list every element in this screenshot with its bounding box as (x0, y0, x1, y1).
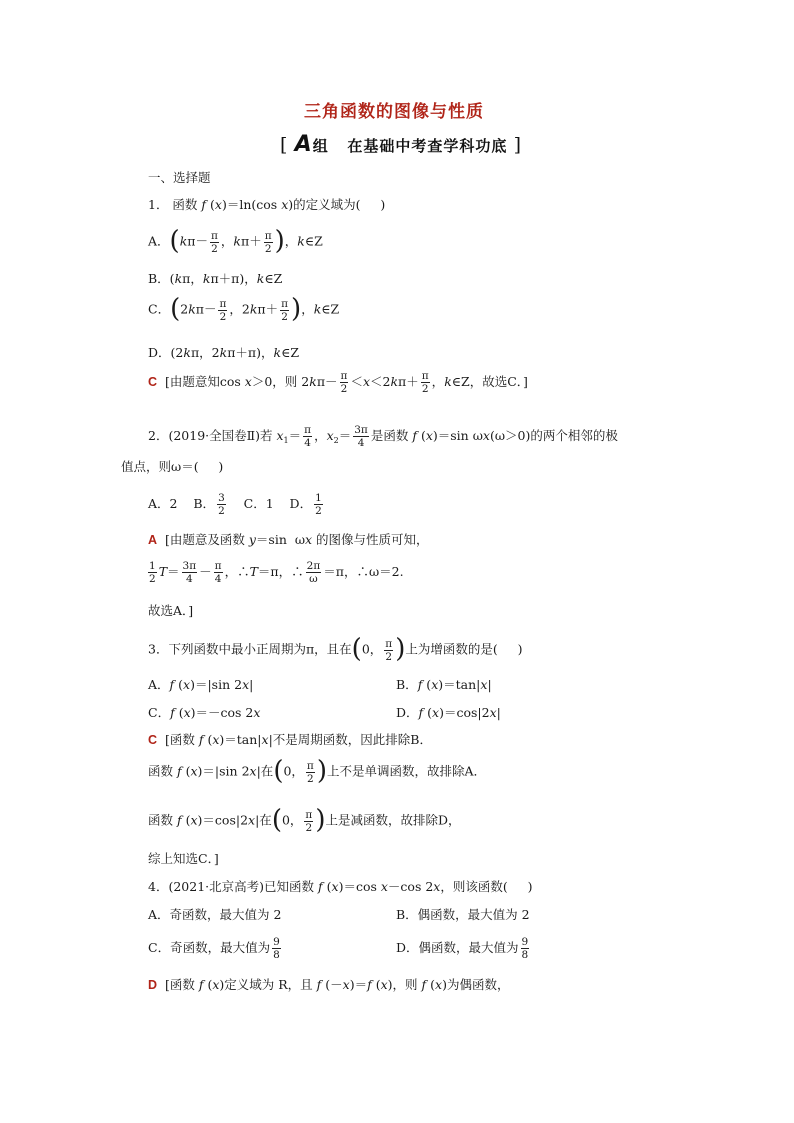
q1-option-b: B．(kπ，kπ＋π)，k∈Z (148, 271, 283, 286)
q4-option-a: A．奇函数，最大值为 2 (148, 907, 282, 922)
q1-number: 1． (148, 197, 169, 212)
q1-answer: C [由题意知cos x＞0，则 2kπ－ $\frac{\pi}{2}$ ＜x＜2kπ＋ $\frac{\pi}{2}$ ，k∈Z，故选C．] (148, 370, 528, 395)
q4-option-b: B．偶函数，最大值为 2 (396, 907, 530, 922)
q2-number: 2． (148, 428, 169, 443)
q3-option-a: A．f (x)＝|sin 2x| (148, 677, 254, 692)
question-4: 4．(2021·北京高考)已知函数 f (x)＝cos x－cos 2x，则该函数( ) (148, 879, 533, 894)
q3-number: 3． (148, 641, 169, 657)
q1-answer-letter: C (148, 375, 158, 389)
q2-answer-line-2: $\frac{1}{2}$ T＝ $\frac{3\pi}{4}$ － $\frac{\pi}{4}$ ，∴T＝π，∴ $\frac{2\pi}{\omega}$ ＝π，∴ω＝2. (149, 560, 404, 585)
q2-options: A．2 B． $\frac{3}{2}$ C．1 D． $\frac{1}{2}$ (148, 492, 322, 517)
q1-option-c: C．(2kπ－ $\frac{\pi}{2}$ ，2kπ＋ $\frac{\pi}{2}$ )，k∈Z (148, 294, 340, 324)
page-title: 三角函数的图像与性质 (304, 102, 484, 122)
q3-answer-letter: C (148, 733, 158, 747)
q3-answer: C [函数 f (x)＝tan|x|不是周期函数，因此排除B． (148, 732, 432, 747)
q4-option-c: C．奇函数，最大值为 $\frac{9}{8}$ (148, 936, 280, 961)
q4-number: 4． (148, 879, 169, 894)
q3-option-c: C．f (x)＝－cos 2x (148, 705, 261, 720)
group-subtitle: 在基础中考查学科功底 (347, 137, 508, 155)
q2-source: 2019·全国卷Ⅱ (173, 428, 256, 443)
question-1: 1． 函数 f (x)＝ln(cos x)的定义域为( ) (148, 197, 386, 212)
q2-line-2: 值点，则ω＝( ) (121, 459, 224, 474)
q3-option-b: B．f (x)＝tan|x| (396, 677, 492, 692)
group-header (280, 134, 522, 156)
q3-answer-line-3: 函数 f (x)＝cos|2x|在(0， $\frac{\pi}{2}$ )上是减函数，故排除D， (148, 805, 461, 835)
q2-answer: A [由题意及函数 y＝sin ωx 的图像与性质可知， (148, 532, 429, 547)
q2-answer-line-3: 故选A．] (148, 603, 194, 618)
question-2: 2．(2019·全国卷Ⅱ)若 $x_1=$ $\frac{\pi}{4}$ ，$x_2=$ $\frac{3\pi}{4}$ 是函数 f (x)＝sin ωx(ω＞0)的两个相邻的极 (148, 424, 618, 449)
q1-option-a: A．(kπ－ $\frac{\pi}{2}$ ，kπ＋ $\frac{\pi}{2}$ )，k∈Z (148, 226, 323, 256)
q3-answer-line-4: 综上知选C．] (148, 851, 219, 866)
left-bracket: [ (280, 134, 289, 156)
q1-option-d: D．(2kπ，2kπ＋π)，k∈Z (148, 345, 300, 360)
group-label: 组 (312, 137, 329, 155)
q4-answer-letter: D (148, 978, 158, 992)
q3-option-d: D．f (x)＝cos|2x| (396, 705, 501, 720)
q3-answer-line-2: 函数 f (x)＝|sin 2x|在(0， $\frac{\pi}{2}$ )上不是单调函数，故排除A． (148, 756, 487, 786)
q4-answer: D [函数 f (x)定义域为 R，且 f (－x)＝f (x)，则 f (x)为偶函数， (148, 977, 510, 992)
right-bracket: ] (513, 134, 523, 156)
q2-answer-letter: A (148, 533, 158, 547)
group-letter: A (294, 132, 313, 157)
q4-option-d: D．偶函数，最大值为 $\frac{9}{8}$ (396, 936, 529, 961)
question-3: 3．下列函数中最小正周期为π，且在(0， $\frac{\pi}{2}$ )上为增函数的是( ) (148, 634, 523, 664)
q4-source: 2021·北京高考 (173, 879, 260, 894)
section-heading: 一、选择题 (148, 170, 211, 185)
